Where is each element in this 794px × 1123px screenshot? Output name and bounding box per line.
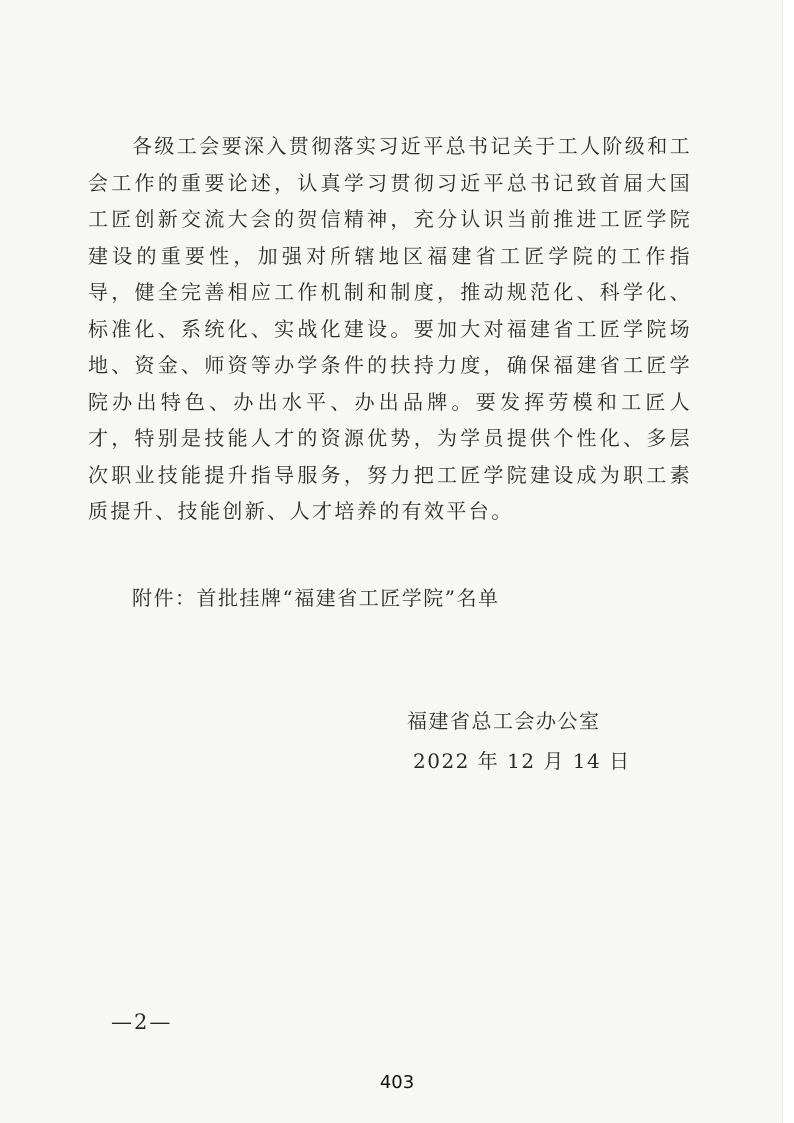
body-paragraph: 各级工会要深入贯彻落实习近平总书记关于工人阶级和工会工作的重要论述，认真学习贯彻习近平总书记致首届大国工匠创新交流大会的贺信精神，充分认识当前推进工匠学院建设的重要性，加强对所辖地区福建省工匠学院的工作指导，健全完善相应工作机制和制度，推动规范化、科学化、标准化、系统化、实战化建设。要加大对福建省工匠学院场地、资金、师资等办学条件的扶持力度，确保福建省工匠学院办出特色、办出水平、办出品牌。要发挥劳模和工匠人才，特别是技能人才的资源优势，为学员提供个性化、多层次职业技能提升指导服务，努力把工匠学院建设成为职工素质提升、技能创新、人才培养的有效平台。 — [88, 134, 692, 523]
issue-date: 2022 年 12 月 14 日 — [413, 749, 631, 773]
attachment-line: 附件：首批挂牌“福建省工匠学院”名单 — [132, 586, 500, 610]
page-number: 403 — [379, 1072, 415, 1093]
page-edge — [782, 0, 794, 1123]
issuer-name: 福建省总工会办公室 — [407, 709, 601, 733]
inner-page-marker: —2— — [111, 1010, 173, 1034]
